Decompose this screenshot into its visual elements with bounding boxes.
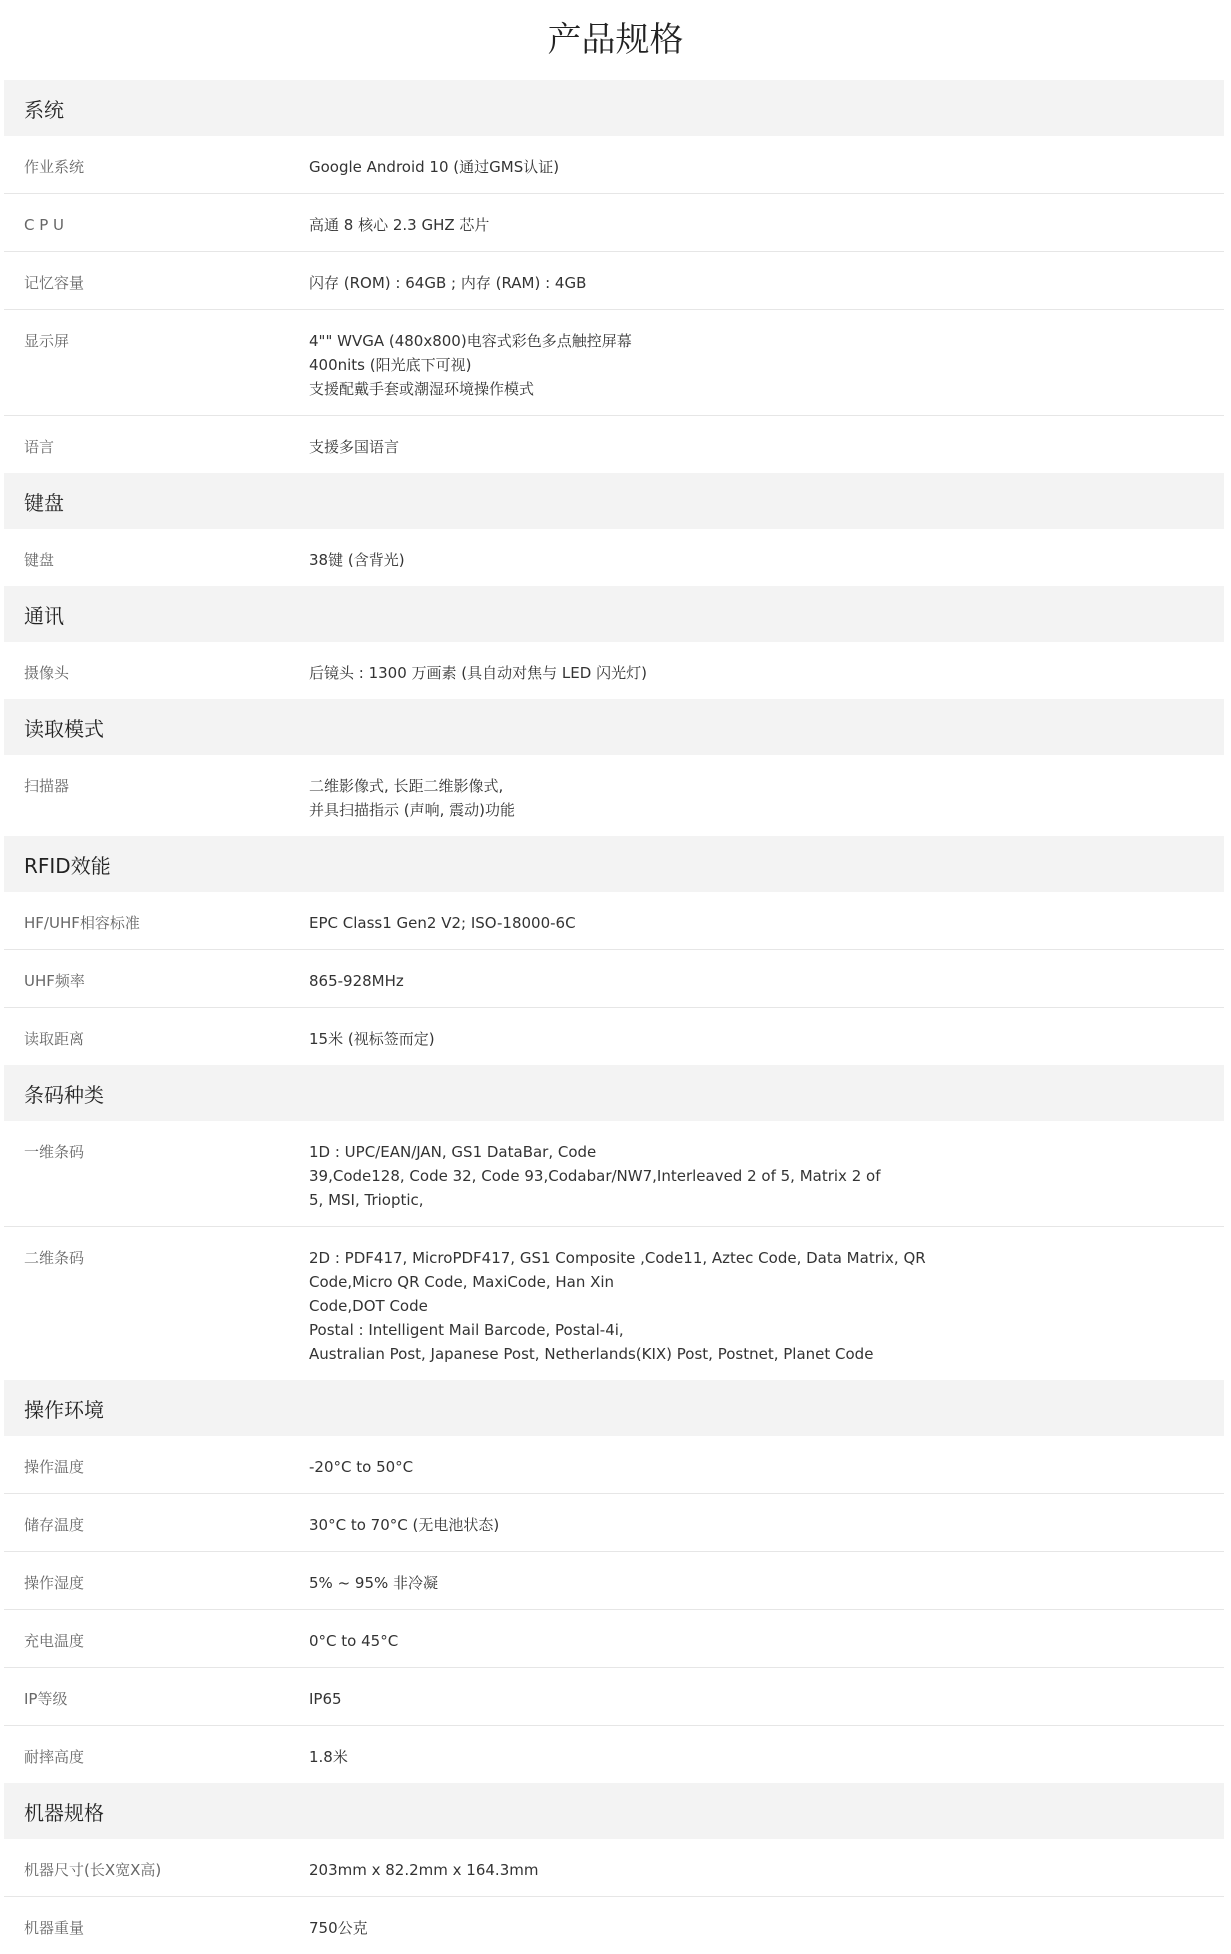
spec-value-line: 2D : PDF417, MicroPDF417, GS1 Composite ,Code11, Aztec Code, Data Matrix, QR xyxy=(309,1249,926,1267)
spec-table xyxy=(4,80,1224,1954)
spec-label: 操作温度 xyxy=(24,1458,85,1476)
spec-row xyxy=(4,194,1224,252)
section-header: 系统 xyxy=(4,80,1224,136)
section-header: 条码种类 xyxy=(4,1065,1224,1121)
spec-label: 作业系统 xyxy=(24,158,85,176)
spec-value-line: 750公克 xyxy=(309,1919,368,1937)
spec-value xyxy=(309,1513,1224,1537)
spec-value-line: 400nits (阳光底下可视) xyxy=(309,356,472,374)
spec-label: 一维条码 xyxy=(24,1143,85,1161)
spec-row xyxy=(4,1839,1224,1897)
spec-value-line: 1.8米 xyxy=(309,1748,348,1766)
spec-row xyxy=(4,1552,1224,1610)
spec-row xyxy=(4,252,1224,310)
spec-value-line: 203mm x 82.2mm x 164.3mm xyxy=(309,1861,539,1879)
spec-label: IP等级 xyxy=(24,1690,68,1708)
spec-value xyxy=(309,329,1224,401)
spec-row xyxy=(4,1121,1224,1227)
spec-row xyxy=(4,642,1224,699)
spec-value xyxy=(309,969,1224,993)
spec-label: HF/UHF相容标准 xyxy=(24,914,140,932)
spec-value xyxy=(309,155,1224,179)
spec-value-line: 高通 8 核心 2.3 GHZ 芯片 xyxy=(309,216,490,234)
spec-row xyxy=(4,1494,1224,1552)
section-header: 机器规格 xyxy=(4,1783,1224,1839)
spec-value-line: -20°C to 50°C xyxy=(309,1458,414,1476)
spec-row xyxy=(4,1227,1224,1380)
spec-label: 摄像头 xyxy=(24,664,70,682)
spec-row xyxy=(4,416,1224,473)
spec-label: 键盘 xyxy=(24,551,55,569)
section-header: 读取模式 xyxy=(4,699,1224,755)
spec-value-line: 并具扫描指示 (声响, 震动)功能 xyxy=(309,801,516,819)
spec-row xyxy=(4,950,1224,1008)
spec-value xyxy=(309,548,1224,572)
spec-row xyxy=(4,529,1224,586)
spec-row xyxy=(4,1008,1224,1065)
spec-value-line: 15米 (视标签而定) xyxy=(309,1030,435,1048)
spec-value-line: 二维影像式, 长距二维影像式, xyxy=(309,777,504,795)
spec-row xyxy=(4,1668,1224,1726)
spec-label: 记忆容量 xyxy=(24,274,85,292)
spec-value-line: EPC Class1 Gen2 V2; ISO-18000-6C xyxy=(309,914,576,932)
spec-row xyxy=(4,1610,1224,1668)
spec-value xyxy=(309,1246,1224,1366)
spec-value-line: Code,DOT Code xyxy=(309,1297,428,1315)
spec-value-line: 39,Code128, Code 32, Code 93,Codabar/NW7,Interleaved 2 of 5, Matrix 2 of xyxy=(309,1167,881,1185)
spec-value-line: 38键 (含背光) xyxy=(309,551,405,569)
spec-value xyxy=(309,1571,1224,1595)
spec-value-line: Postal : Intelligent Mail Barcode, Postal-4i, xyxy=(309,1321,624,1339)
spec-row xyxy=(4,136,1224,194)
spec-row xyxy=(4,310,1224,416)
spec-label: UHF频率 xyxy=(24,972,85,990)
spec-value-line: Code,Micro QR Code, MaxiCode, Han Xin xyxy=(309,1273,615,1291)
spec-row xyxy=(4,1436,1224,1494)
spec-value-line: 闪存 (ROM) : 64GB ; 内存 (RAM) : 4GB xyxy=(309,274,587,292)
spec-value xyxy=(309,213,1224,237)
section-header: 操作环境 xyxy=(4,1380,1224,1436)
spec-label: 储存温度 xyxy=(24,1516,85,1534)
section-header: 键盘 xyxy=(4,473,1224,529)
spec-value xyxy=(309,1140,1224,1212)
spec-label: 耐摔高度 xyxy=(24,1748,85,1766)
spec-value xyxy=(309,1687,1224,1711)
spec-value xyxy=(309,1027,1224,1051)
spec-value-line: 支援配戴手套或潮湿环境操作模式 xyxy=(309,380,535,398)
spec-value-line: IP65 xyxy=(309,1690,342,1708)
spec-label: 充电温度 xyxy=(24,1632,85,1650)
spec-value-line: Google Android 10 (通过GMS认证) xyxy=(309,158,560,176)
spec-value-line: Australian Post, Japanese Post, Netherlands(KIX) Post, Postnet, Planet Code xyxy=(309,1345,874,1363)
spec-value-line: 5, MSI, Trioptic, xyxy=(309,1191,424,1209)
spec-value xyxy=(309,1629,1224,1653)
spec-value-line: 支援多国语言 xyxy=(309,438,400,456)
spec-value-line: 5% ~ 95% 非冷凝 xyxy=(309,1574,439,1592)
spec-value-line: 30°C to 70°C (无电池状态) xyxy=(309,1516,500,1534)
spec-value-line: 865-928MHz xyxy=(309,972,404,990)
spec-value xyxy=(309,774,1224,822)
spec-row xyxy=(4,1897,1224,1954)
spec-value xyxy=(309,911,1224,935)
spec-row xyxy=(4,892,1224,950)
section-header: 通讯 xyxy=(4,586,1224,642)
spec-label: 机器尺寸(长X宽X高) xyxy=(24,1861,162,1879)
spec-label: C P U xyxy=(24,216,65,234)
spec-value-line: 1D : UPC/EAN/JAN, GS1 DataBar, Code xyxy=(309,1143,597,1161)
spec-label: 语言 xyxy=(24,438,55,456)
spec-value xyxy=(309,1455,1224,1479)
spec-value-line: 4"" WVGA (480x800)电容式彩色多点触控屏幕 xyxy=(309,332,632,350)
spec-row xyxy=(4,755,1224,836)
section-header: RFID效能 xyxy=(4,836,1224,892)
spec-label: 操作湿度 xyxy=(24,1574,85,1592)
spec-value xyxy=(309,435,1224,459)
spec-label: 显示屏 xyxy=(24,332,70,350)
spec-value-line: 0°C to 45°C xyxy=(309,1632,399,1650)
page-title: 产品规格 xyxy=(547,20,684,60)
spec-row xyxy=(4,1726,1224,1783)
spec-label: 读取距离 xyxy=(24,1030,85,1048)
spec-value xyxy=(309,661,1224,685)
spec-label: 二维条码 xyxy=(24,1249,85,1267)
spec-label: 扫描器 xyxy=(24,777,70,795)
spec-value xyxy=(309,1745,1224,1769)
spec-value-line: 后镜头 : 1300 万画素 (具自动对焦与 LED 闪光灯) xyxy=(309,664,647,682)
spec-value xyxy=(309,271,1224,295)
spec-value xyxy=(309,1858,1224,1882)
spec-label: 机器重量 xyxy=(24,1919,85,1937)
